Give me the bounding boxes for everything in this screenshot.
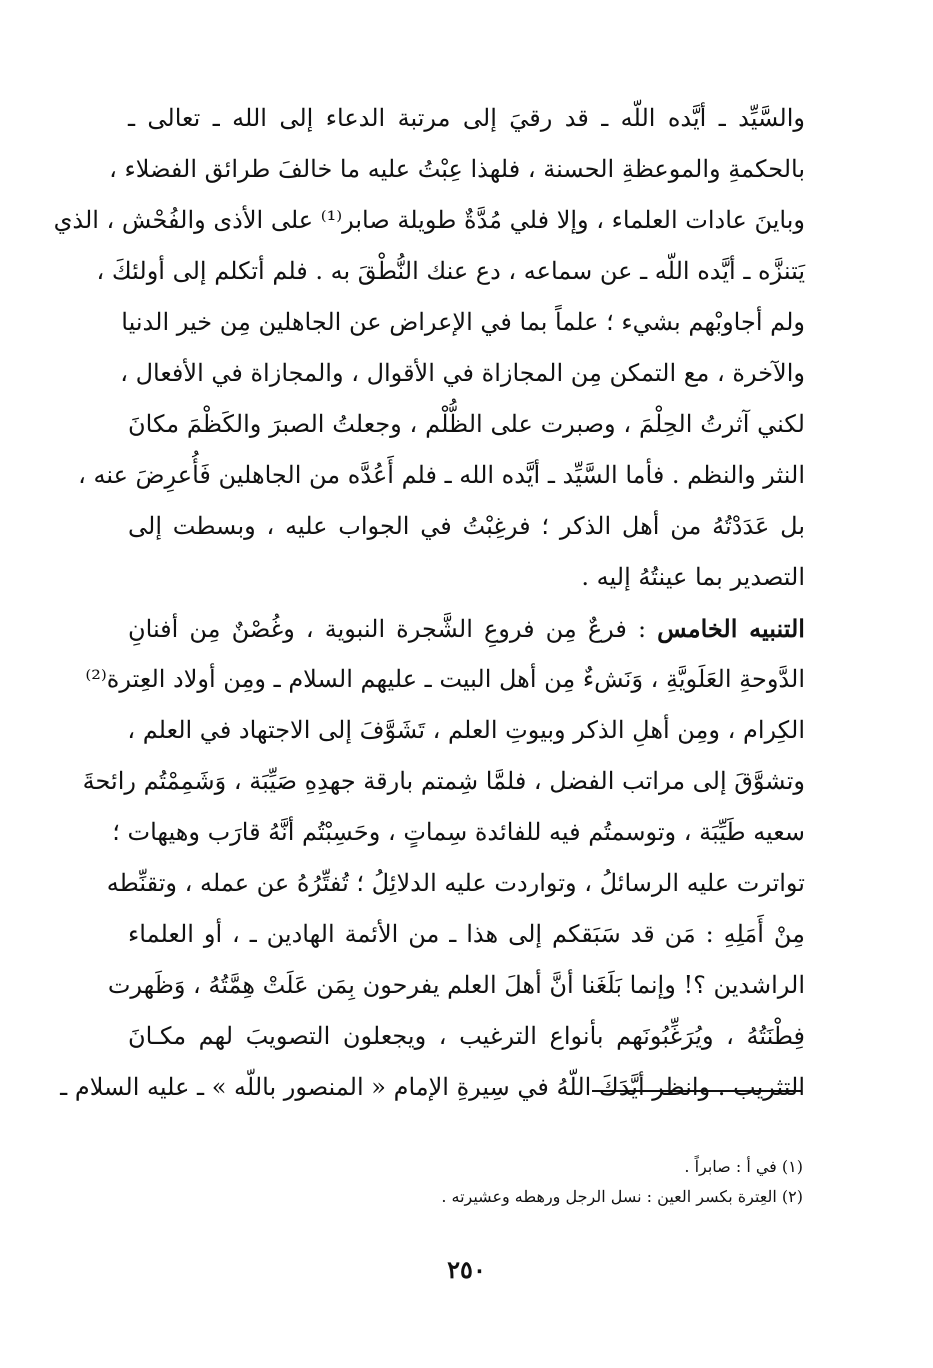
text-line: ولم أجاوبْهم بشيء ؛ علماً بما في الإعراض عن الجاهلين مِن خير الدنيا	[121, 308, 805, 336]
text-line-first	[128, 603, 805, 654]
text-line: والسَّيِّد ـ أيَّده اللّه ـ قد رقيَ إلى مرتبة الدعاء إلى الله ـ تعالى ـ	[128, 104, 805, 132]
text-line: الدَّوحةِ العَلَويَّةِ ، وَنَشءٌ مِن أهل البيت ـ عليهم السلام ـ ومِن أولاد العِترة⁽²⁾	[85, 665, 805, 693]
text-line: الكِرام ، ومِن أهلِ الذكر وبيوتِ العلم ، تَشَوَّفَ إلى الاجتهاد في العلم ،	[127, 716, 805, 744]
text-line: والآخرة ، مع التمكن مِن المجازاة في الأقوال ، والمجازاة في الأفعال ،	[120, 359, 805, 387]
footnote-divider	[592, 1090, 802, 1092]
text-line: تواترت عليه الرسائلُ ، وتواردت عليه الدلائِلُ ؛ تُفتِّرُهُ عن عمله ، وتقنِّطه	[106, 869, 805, 897]
text-line: الراشدين ؟! وإنما بَلَغَنا أنَّ أهلَ العلم يفرحون بِمَن عَلَتْ هِمَّتُهُ ، وَظَهرت	[107, 971, 805, 999]
text-fragment: : فرعٌ مِن فروعِ الشَّجرة النبوية ، وغُصْنٌ مِن أفنانِ	[128, 615, 647, 643]
text-line: وباينَ عادات العلماء ، وإلا فلي مُدَّةٌ طويلة صابر⁽¹⁾ على الأذى والفُحْش ، الذي	[53, 206, 805, 234]
paragraph-1	[53, 93, 805, 603]
text-line: وتشوَّقَ إلى مراتب الفضل ، فلمَّا شِمتم بارقة جهدِهِ صَيِّبَة ، وَشَمِمْتُم رائحةَ	[82, 767, 805, 795]
footnotes	[203, 1152, 803, 1212]
page-number: ٢٥٠	[447, 1255, 486, 1284]
text-line: فِطْنَتُهُ ، ويُرَغِّبُونَهم بأنواع الترغيب ، ويجعلون التصويبَ لهم مكـانَ	[128, 1022, 805, 1050]
text-line: بل عَدَدْتُهُ من أهل الذكر ؛ فرغِبْتُ في الجواب عليه ، وبسطت إلى	[128, 512, 805, 540]
text-line: النثر والنظم . فأما السَّيِّد ـ أيَّده الله ـ فلم أَعُدَّه من الجاهلين فَأُعرِضَ عنه ،	[78, 461, 805, 489]
footnote-2: (٢) العِترة بكسر العين : نسل الرجل ورهطه وعشيرته .	[441, 1187, 803, 1206]
paragraph-2	[60, 603, 805, 1113]
text-line: التصدير بما عينتُهُ إليه .	[581, 563, 805, 591]
text-line: بالحكمةِ والموعظةِ الحسنة ، فلهذا عِبْتُ عليه ما خالفَ طرائق الفضلاء ،	[109, 155, 805, 183]
footnote-1: (١) في أ : صابراً .	[684, 1157, 803, 1176]
text-line: مِنْ أَمَلِهِ : مَن قد سَبَقكم إلى هذا ـ من الأئمة الهادين ـ ، أو العلماء	[128, 920, 805, 948]
text-line: لكني آثرتُ الحِلْمَ ، وصبرت على الظُّلْم ، وجعلتُ الصبرَ والكَظْمَ مكانَ	[128, 410, 805, 438]
text-line: التثريب . وانظر أيَّدَكَ اللّهُ في سِيرةِ الإمام « المنصور باللّه » ـ عليه السلام ـ	[60, 1073, 805, 1101]
text-line: سعيه طَيِّبَة ، وتوسمتُم فيه للفائدة سِماتٍ ، وحَسِبْتُم أنَّهُ قارَب وهيهات ؛	[112, 818, 805, 846]
text-line: يَتنزَّه ـ أيَّده اللّه ـ عن سماعه ، دع عنك النُّطْقَ به . فلم أتكلم إلى أولئكَ ،	[96, 257, 805, 285]
section-heading: التنبيه الخامس	[657, 614, 805, 643]
